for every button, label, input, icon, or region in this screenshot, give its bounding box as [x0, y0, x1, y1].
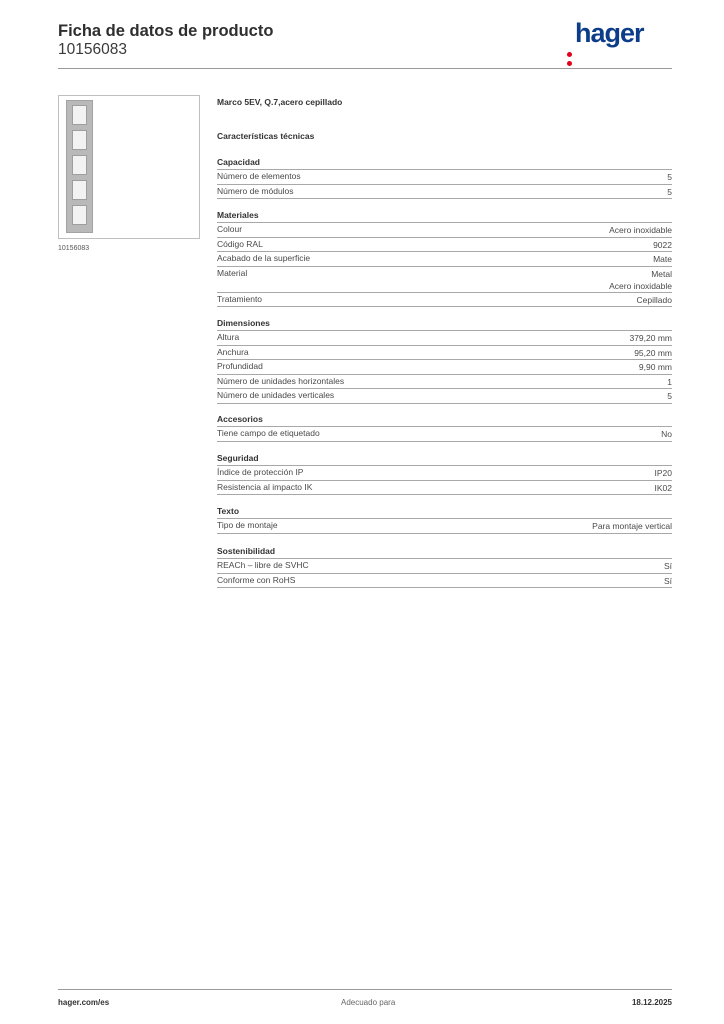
hager-logo — [567, 18, 644, 49]
section-bottom-divider — [217, 306, 672, 307]
spec-row — [217, 359, 672, 375]
spec-row — [217, 169, 672, 185]
spec-value — [667, 186, 672, 198]
spec-value — [609, 268, 672, 292]
spec-value-line: 5 — [667, 186, 672, 197]
spec-value-line: Acero inoxidable — [609, 225, 672, 235]
footer-website: hager.com/es — [58, 998, 110, 1007]
spec-value — [664, 560, 672, 572]
product-image — [58, 95, 200, 239]
spec-label: Número de elementos — [217, 171, 301, 181]
spec-row — [217, 222, 672, 238]
spec-value — [609, 224, 672, 236]
section-title: Texto — [217, 506, 240, 516]
characteristics-title: Características técnicas — [217, 131, 315, 141]
spec-value — [661, 428, 672, 440]
spec-row — [217, 184, 672, 200]
spec-value — [664, 575, 672, 587]
spec-value-line: 5 — [667, 172, 672, 182]
page-title: Ficha de datos de producto — [58, 22, 274, 40]
section-title: Capacidad — [217, 157, 260, 167]
spec-label: Tipo de montaje — [217, 520, 278, 530]
spec-value-line: Sí — [663, 575, 672, 586]
spec-row — [217, 480, 672, 496]
spec-value-line: Mate — [653, 254, 672, 264]
spec-label: Número de unidades horizontales — [217, 375, 345, 386]
section-title: Dimensiones — [217, 318, 270, 328]
header-divider — [58, 68, 672, 69]
spec-label: Material — [217, 267, 248, 278]
footer-date: 18.12.2025 — [631, 998, 672, 1007]
spec-value — [655, 482, 673, 494]
spec-value-line: IK02 — [654, 482, 672, 493]
product-name: Marco 5EV, Q.7,acero cepillado — [217, 97, 343, 107]
footer-suitability: Adecuado para — [341, 998, 396, 1007]
spec-value — [667, 171, 672, 183]
spec-value — [667, 376, 672, 388]
spec-value-line: 379,20 mm — [629, 333, 672, 343]
spec-value-line: Para montaje vertical — [592, 521, 672, 531]
spec-row — [217, 251, 672, 267]
spec-value-line: No — [661, 429, 672, 439]
spec-label: Número de módulos — [217, 185, 294, 196]
spec-label: Índice de protección IP — [217, 467, 304, 477]
spec-label: Anchura — [217, 346, 249, 357]
five-gang-frame-icon — [66, 100, 93, 233]
spec-row — [217, 388, 672, 404]
spec-value — [629, 332, 672, 344]
section-bottom-divider — [217, 494, 672, 495]
section-title: Seguridad — [217, 453, 259, 463]
spec-label: REACh – libre de SVHC — [217, 560, 309, 570]
section-bottom-divider — [217, 533, 672, 534]
spec-row — [217, 465, 672, 481]
spec-label: Conforme con RoHS — [217, 574, 296, 585]
section-title: Materiales — [217, 210, 259, 220]
spec-label: Altura — [217, 332, 240, 342]
spec-row — [217, 330, 672, 346]
spec-value — [653, 253, 672, 265]
section-title: Accesorios — [217, 414, 263, 424]
spec-row — [217, 237, 672, 253]
section-bottom-divider — [217, 198, 672, 199]
spec-value-line: 9022 — [653, 239, 672, 250]
spec-value-line: 1 — [667, 376, 672, 387]
spec-label: Resistencia al impacto IK — [217, 481, 313, 492]
spec-value-line: 5 — [667, 391, 672, 401]
spec-value-line: IP20 — [654, 468, 672, 478]
spec-label: Número de unidades verticales — [217, 390, 335, 400]
spec-value-line: Metal — [651, 268, 672, 279]
section-bottom-divider — [217, 403, 672, 404]
spec-row — [217, 345, 672, 361]
spec-value-line: 95,20 mm — [634, 347, 672, 358]
image-caption: 10156083 — [58, 245, 90, 252]
spec-value-line: Acero inoxidable — [609, 280, 672, 291]
spec-value — [592, 520, 672, 532]
spec-row — [217, 374, 672, 390]
spec-value — [667, 390, 672, 402]
spec-row — [217, 292, 672, 308]
spec-value-line: 9,90 mm — [638, 362, 672, 372]
spec-value — [655, 467, 673, 479]
spec-label: Tiene campo de etiquetado — [217, 428, 320, 438]
spec-row — [217, 266, 672, 293]
spec-row — [217, 573, 672, 589]
section-bottom-divider — [217, 587, 672, 588]
spec-value — [634, 347, 672, 359]
logo-text: hager — [575, 18, 644, 48]
spec-value-line: Cepillado — [636, 294, 672, 305]
footer-divider — [58, 989, 672, 990]
spec-value-line: Sí — [663, 561, 672, 571]
spec-label: Acabado de la superficie — [217, 253, 311, 263]
spec-row — [217, 558, 672, 574]
spec-label: Colour — [217, 224, 243, 234]
spec-label: Tratamiento — [217, 293, 263, 304]
spec-value — [653, 239, 672, 251]
spec-value — [639, 361, 672, 373]
spec-label: Profundidad — [217, 361, 263, 371]
spec-row — [217, 426, 672, 442]
product-number: 10156083 — [58, 41, 127, 58]
section-title: Sostenibilidad — [217, 546, 276, 556]
spec-row — [217, 518, 672, 534]
section-bottom-divider — [217, 441, 672, 442]
spec-label: Código RAL — [217, 238, 263, 249]
spec-value — [637, 294, 672, 306]
